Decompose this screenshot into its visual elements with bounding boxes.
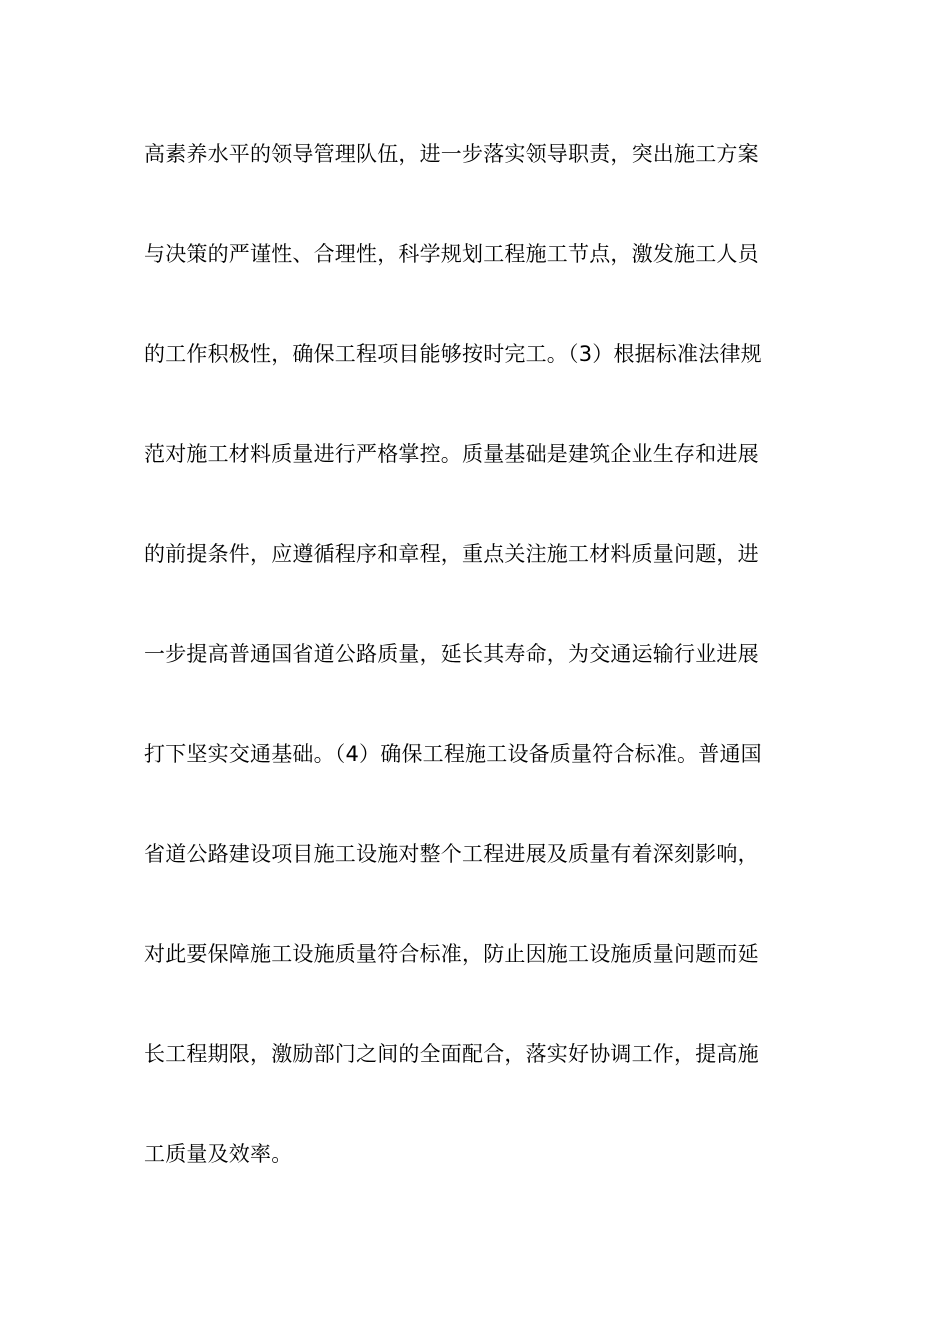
text-line-2: 与决策的严谨性、合理性，科学规划工程施工节点，激发施工人员 <box>144 242 759 266</box>
text-line-5: 的前提条件，应遵循程序和章程，重点关注施工材料质量问题，进 <box>144 542 759 566</box>
text-line-7: 打下坚实交通基础。（4）确保工程施工设备质量符合标准。普通国 <box>144 742 762 766</box>
text-line-1: 高素养水平的领导管理队伍，进一步落实领导职责，突出施工方案 <box>144 142 759 166</box>
text-line-11: 工质量及效率。 <box>144 1142 293 1166</box>
text-line-4: 范对施工材料质量进行严格掌控。质量基础是建筑企业生存和进展 <box>144 442 759 466</box>
text-line-9: 对此要保障施工设施质量符合标准，防止因施工设施质量问题而延 <box>144 942 759 966</box>
text-line-8: 省道公路建设项目施工设施对整个工程进展及质量有着深刻影响， <box>144 842 759 866</box>
text-line-6: 一步提高普通国省道公路质量，延长其寿命，为交通运输行业进展 <box>144 642 759 666</box>
text-line-3: 的工作积极性，确保工程项目能够按时完工。（3）根据标准法律规 <box>144 342 762 366</box>
text-line-10: 长工程期限，激励部门之间的全面配合，落实好协调工作，提高施 <box>144 1042 759 1066</box>
body-paragraph <box>144 130 810 1230</box>
